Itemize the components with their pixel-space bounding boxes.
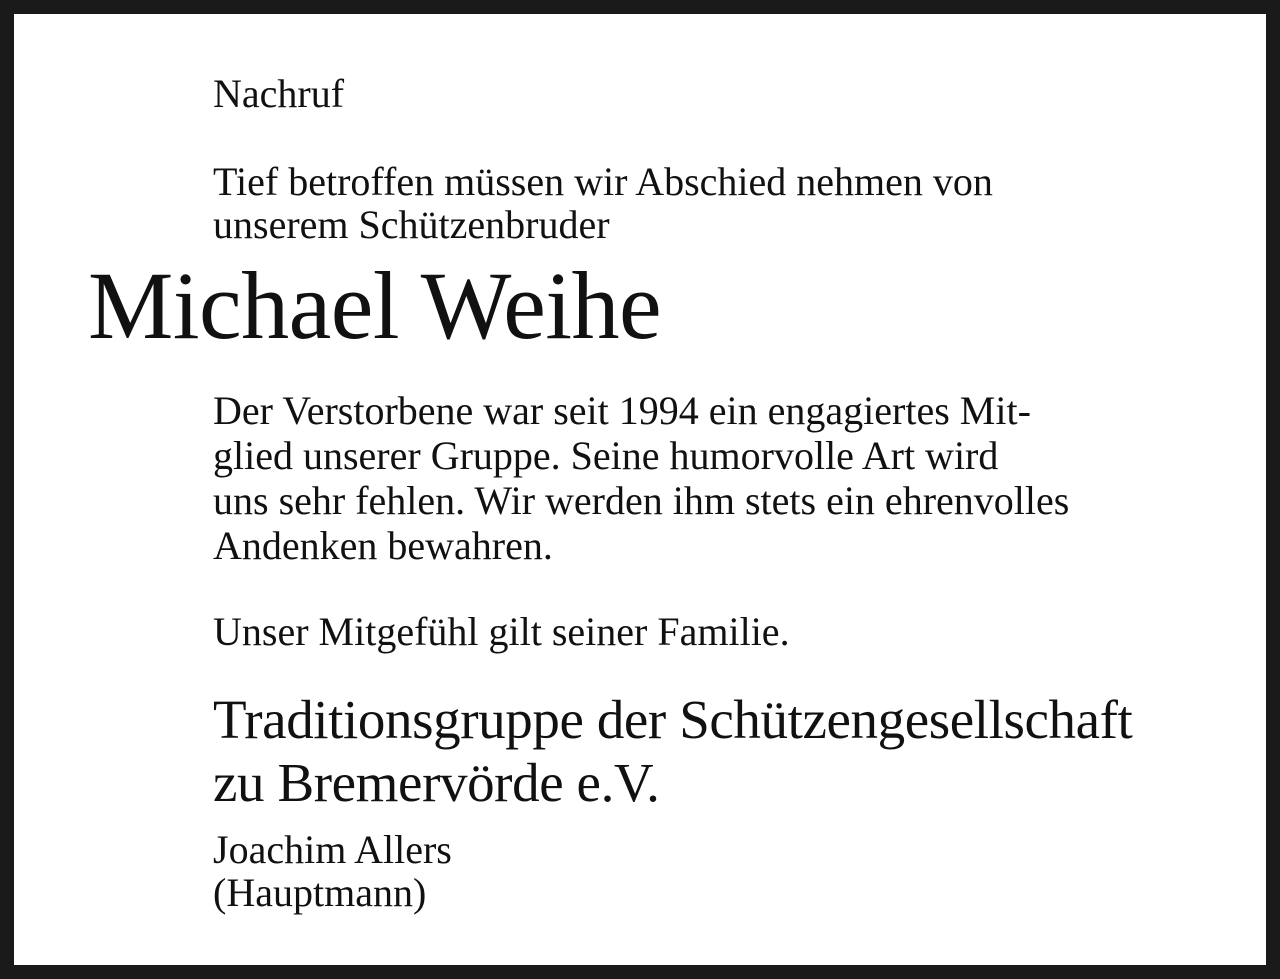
- tribute-line: Der Verstorbene war seit 1994 ein engagiertes Mit-: [213, 388, 1031, 433]
- tribute-line: uns sehr fehlen. Wir werden ihm stets ein ehrenvolles: [213, 478, 1070, 523]
- signatory-title: (Hauptmann): [213, 870, 427, 915]
- tribute-paragraph: [213, 388, 1195, 568]
- tribute-line: Andenken bewahren.: [213, 523, 553, 568]
- signatory: [213, 828, 452, 914]
- intro-paragraph: [213, 160, 1195, 246]
- intro-line: Tief betroffen müssen wir Abschied nehmen von: [213, 159, 993, 204]
- signatory-name: Joachim Allers: [213, 827, 452, 872]
- sympathy-line: Unser Mitgefühl gilt seiner Familie.: [213, 609, 790, 654]
- organization-name: [213, 688, 1132, 814]
- organization-line: zu Bremervörde e.V.: [213, 752, 660, 813]
- intro-line: unserem Schützenbruder: [213, 202, 610, 247]
- tribute-line: glied unserer Gruppe. Seine humorvolle Art wird: [213, 433, 999, 478]
- organization-line: Traditionsgruppe der Schützengesellschaft: [213, 689, 1133, 750]
- deceased-name: Michael Weihe: [88, 252, 662, 359]
- notice-heading: Nachruf: [213, 71, 345, 116]
